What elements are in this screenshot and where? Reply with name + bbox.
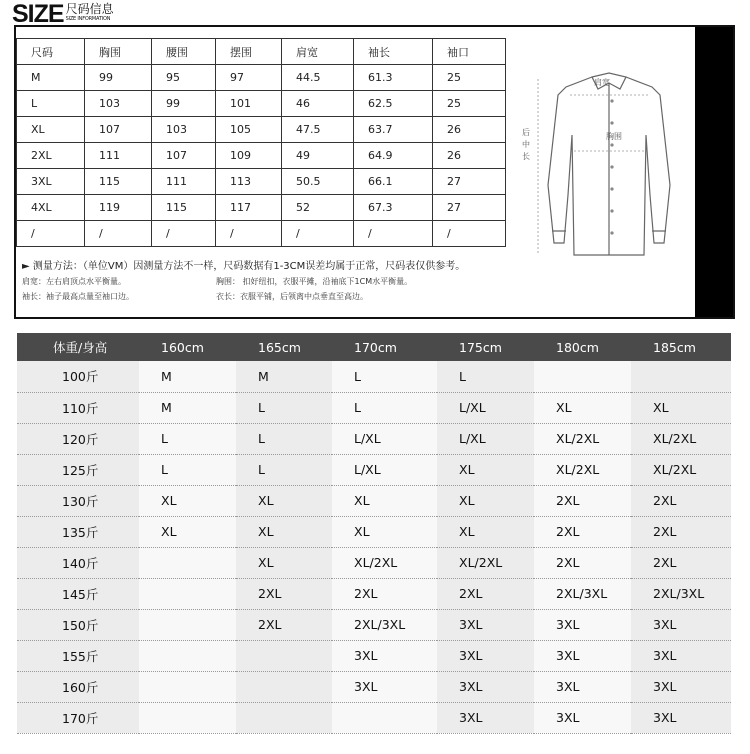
recommended-size-cell: 2XL/3XL — [631, 578, 731, 609]
recommended-size-cell: 3XL — [437, 609, 534, 640]
weight-cell: 170斤 — [17, 702, 139, 733]
size-chart-header-row — [17, 39, 506, 65]
recommended-size-cell: XL — [236, 547, 332, 578]
recommend-row — [17, 516, 731, 547]
size-chart-header-cell: 腰围 — [152, 39, 216, 65]
recommend-row — [17, 547, 731, 578]
size-chart-cell: 66.1 — [354, 169, 433, 195]
recommended-size-cell: 3XL — [631, 640, 731, 671]
recommended-size-cell: 2XL — [437, 578, 534, 609]
recommended-size-cell: 3XL — [631, 609, 731, 640]
title-block — [66, 2, 114, 23]
size-chart-header-cell: 肩宽 — [282, 39, 354, 65]
recommended-size-cell: XL/2XL — [631, 423, 731, 454]
shirt-diagram — [524, 65, 694, 265]
size-chart-cell: 25 — [433, 91, 506, 117]
size-chart-cell: 3XL — [17, 169, 85, 195]
size-chart-cell: / — [216, 221, 282, 247]
size-chart-cell: 62.5 — [354, 91, 433, 117]
height-header-cell: 170cm — [332, 333, 437, 361]
size-chart-row — [17, 91, 506, 117]
recommended-size-cell: 3XL — [631, 702, 731, 733]
size-chart-cell: / — [152, 221, 216, 247]
size-chart-cell: 25 — [433, 65, 506, 91]
recommended-size-cell: 2XL — [534, 547, 631, 578]
recommended-size-cell: L — [332, 392, 437, 423]
note-row-1 — [22, 274, 692, 289]
title-en: SIZE INFORMATION — [65, 16, 111, 22]
size-chart-cell: 101 — [216, 91, 282, 117]
size-chart-cell: XL — [17, 117, 85, 143]
recommended-size-cell: XL/2XL — [437, 547, 534, 578]
size-chart-cell: 26 — [433, 143, 506, 169]
size-chart-header-cell: 摆围 — [216, 39, 282, 65]
recommended-size-cell — [534, 361, 631, 392]
size-chart-row — [17, 117, 506, 143]
size-chart-row — [17, 65, 506, 91]
recommended-size-cell — [139, 547, 236, 578]
recommended-size-cell — [332, 702, 437, 733]
recommended-size-cell: 3XL — [534, 702, 631, 733]
recommended-size-cell — [236, 640, 332, 671]
weight-cell: 140斤 — [17, 547, 139, 578]
size-chart-cell: 115 — [152, 195, 216, 221]
recommended-size-cell: M — [139, 392, 236, 423]
recommend-row — [17, 454, 731, 485]
recommended-size-cell — [139, 702, 236, 733]
weight-cell: 125斤 — [17, 454, 139, 485]
recommended-size-cell — [139, 671, 236, 702]
note-sleeve: 袖长：袖子最高点量至袖口边。 — [22, 292, 134, 301]
height-header-cell: 160cm — [139, 333, 236, 361]
size-chart-cell: 46 — [282, 91, 354, 117]
recommended-size-cell: XL — [139, 485, 236, 516]
recommend-row — [17, 578, 731, 609]
recommended-size-cell: 3XL — [534, 609, 631, 640]
size-chart-cell: 50.5 — [282, 169, 354, 195]
note-length: 衣长：衣服平铺，后领离中点垂直至高边。 — [216, 292, 368, 301]
recommended-size-cell: 3XL — [534, 640, 631, 671]
recommended-size-cell: L/XL — [437, 423, 534, 454]
recommended-size-cell: XL — [631, 392, 731, 423]
weight-cell: 100斤 — [17, 361, 139, 392]
measure-note-main: ► 测量方法：（单位VM）因测量方法不一样，尺码数据有1-3CM误差均属于正常，尺码表仅供参考。 — [22, 261, 466, 272]
weight-cell: 150斤 — [17, 609, 139, 640]
size-chart-cell: 67.3 — [354, 195, 433, 221]
recommended-size-cell: 2XL — [534, 485, 631, 516]
size-chart-header-cell: 袖口 — [433, 39, 506, 65]
recommended-size-cell: 2XL — [236, 609, 332, 640]
size-chart-cell: 99 — [152, 91, 216, 117]
weight-cell: 160斤 — [17, 671, 139, 702]
chest-label: 胸围 — [606, 132, 622, 141]
size-chart-table — [16, 38, 506, 247]
recommended-size-cell: 3XL — [332, 640, 437, 671]
size-title: SIZE — [12, 0, 64, 28]
recommended-size-cell: 2XL — [631, 485, 731, 516]
title-cn: 尺码信息 — [65, 2, 114, 16]
recommended-size-cell: L — [139, 423, 236, 454]
recommended-size-cell: 3XL — [534, 671, 631, 702]
size-chart-cell: 107 — [85, 117, 152, 143]
recommended-size-cell: L — [236, 392, 332, 423]
recommended-size-cell — [139, 609, 236, 640]
recommended-size-cell: 2XL — [631, 547, 731, 578]
recommended-size-cell: XL — [437, 485, 534, 516]
height-header-cell: 175cm — [437, 333, 534, 361]
recommended-size-cell: 2XL — [631, 516, 731, 547]
recommended-size-cell: 3XL — [631, 671, 731, 702]
recommended-size-cell: XL — [236, 516, 332, 547]
size-chart-cell: 2XL — [17, 143, 85, 169]
height-header-cell: 180cm — [534, 333, 631, 361]
recommended-size-cell: M — [236, 361, 332, 392]
recommended-size-cell: L — [332, 361, 437, 392]
size-chart-cell: 95 — [152, 65, 216, 91]
size-chart-header-cell: 尺码 — [17, 39, 85, 65]
size-chart-cell: L — [17, 91, 85, 117]
size-chart-cell: 97 — [216, 65, 282, 91]
recommended-size-cell: M — [139, 361, 236, 392]
size-chart-cell: 103 — [85, 91, 152, 117]
size-chart-row — [17, 195, 506, 221]
recommended-size-cell: 2XL — [332, 578, 437, 609]
size-chart-cell: 115 — [85, 169, 152, 195]
recommended-size-cell: 2XL/3XL — [534, 578, 631, 609]
recommended-size-cell: 3XL — [332, 671, 437, 702]
decorative-black-bar — [695, 27, 733, 317]
recommended-size-cell: L/XL — [437, 392, 534, 423]
recommended-size-cell: XL — [332, 485, 437, 516]
recommended-size-cell: XL/2XL — [631, 454, 731, 485]
size-chart-cell: 52 — [282, 195, 354, 221]
recommended-size-cell: XL/2XL — [534, 423, 631, 454]
recommended-size-cell: L — [139, 454, 236, 485]
recommended-size-cell: 3XL — [437, 671, 534, 702]
recommend-row — [17, 671, 731, 702]
size-chart-cell: / — [433, 221, 506, 247]
size-chart-cell: 119 — [85, 195, 152, 221]
note-chest: 胸围： 扣好纽扣，衣服平摊，沿袖底下1CM水平衡量。 — [216, 277, 413, 286]
size-chart-cell: / — [354, 221, 433, 247]
note-row-2 — [22, 289, 692, 304]
recommended-size-cell: XL/2XL — [332, 547, 437, 578]
size-measurement-panel — [14, 25, 735, 319]
recommended-size-cell: L — [437, 361, 534, 392]
weight-cell: 135斤 — [17, 516, 139, 547]
recommend-row — [17, 361, 731, 392]
size-chart-cell: 4XL — [17, 195, 85, 221]
recommended-size-cell: XL — [332, 516, 437, 547]
size-chart-cell: 109 — [216, 143, 282, 169]
recommended-size-cell: L — [236, 423, 332, 454]
size-chart-cell: / — [282, 221, 354, 247]
recommended-size-cell — [139, 578, 236, 609]
recommend-header-row — [17, 333, 731, 361]
size-recommendation-table — [17, 333, 731, 734]
size-chart-cell: 107 — [152, 143, 216, 169]
weight-cell: 130斤 — [17, 485, 139, 516]
size-chart-cell: 61.3 — [354, 65, 433, 91]
size-chart-cell: 47.5 — [282, 117, 354, 143]
recommended-size-cell: 2XL/3XL — [332, 609, 437, 640]
size-chart-cell: 64.9 — [354, 143, 433, 169]
recommend-row — [17, 392, 731, 423]
shoulder-label: 肩宽 — [594, 78, 610, 87]
size-chart-row — [17, 143, 506, 169]
height-header-cell: 185cm — [631, 333, 731, 361]
recommended-size-cell: L — [236, 454, 332, 485]
size-chart-cell: 49 — [282, 143, 354, 169]
recommended-size-cell: XL/2XL — [534, 454, 631, 485]
size-chart-cell: 105 — [216, 117, 282, 143]
size-chart-header-cell: 胸围 — [85, 39, 152, 65]
recommended-size-cell: XL — [437, 454, 534, 485]
recommended-size-cell: 3XL — [437, 640, 534, 671]
recommend-row — [17, 423, 731, 454]
weight-cell: 155斤 — [17, 640, 139, 671]
size-chart-cell: 27 — [433, 169, 506, 195]
recommend-row — [17, 702, 731, 733]
recommend-header-first: 体重/身高 — [17, 333, 139, 361]
size-chart-cell: 113 — [216, 169, 282, 195]
weight-cell: 120斤 — [17, 423, 139, 454]
recommended-size-cell — [236, 702, 332, 733]
size-chart-cell: / — [85, 221, 152, 247]
recommended-size-cell: 2XL — [534, 516, 631, 547]
size-chart-cell: 103 — [152, 117, 216, 143]
recommended-size-cell — [631, 361, 731, 392]
recommended-size-cell: L/XL — [332, 423, 437, 454]
recommended-size-cell: XL — [534, 392, 631, 423]
size-chart-cell: M — [17, 65, 85, 91]
size-chart-header-cell: 袖长 — [354, 39, 433, 65]
recommended-size-cell — [139, 640, 236, 671]
recommended-size-cell: 3XL — [437, 702, 534, 733]
length-label: 后中长 — [522, 128, 530, 161]
size-chart-cell: 111 — [152, 169, 216, 195]
recommended-size-cell: L/XL — [332, 454, 437, 485]
size-chart-cell: 63.7 — [354, 117, 433, 143]
recommend-row — [17, 485, 731, 516]
measurement-notes — [22, 260, 692, 304]
recommended-size-cell: XL — [139, 516, 236, 547]
size-chart-cell: 99 — [85, 65, 152, 91]
recommended-size-cell: 2XL — [236, 578, 332, 609]
note-shoulder: 肩宽：左右肩顶点水平衡量。 — [22, 277, 126, 286]
weight-cell: 145斤 — [17, 578, 139, 609]
size-chart-cell: 27 — [433, 195, 506, 221]
size-chart-cell: / — [17, 221, 85, 247]
height-header-cell: 165cm — [236, 333, 332, 361]
recommended-size-cell — [236, 671, 332, 702]
size-chart-cell: 117 — [216, 195, 282, 221]
size-chart-cell: 44.5 — [282, 65, 354, 91]
recommend-row — [17, 609, 731, 640]
size-chart-row — [17, 221, 506, 247]
recommend-row — [17, 640, 731, 671]
recommended-size-cell: XL — [236, 485, 332, 516]
size-chart-row — [17, 169, 506, 195]
size-chart-cell: 111 — [85, 143, 152, 169]
size-chart-cell: 26 — [433, 117, 506, 143]
weight-cell: 110斤 — [17, 392, 139, 423]
recommended-size-cell: XL — [437, 516, 534, 547]
